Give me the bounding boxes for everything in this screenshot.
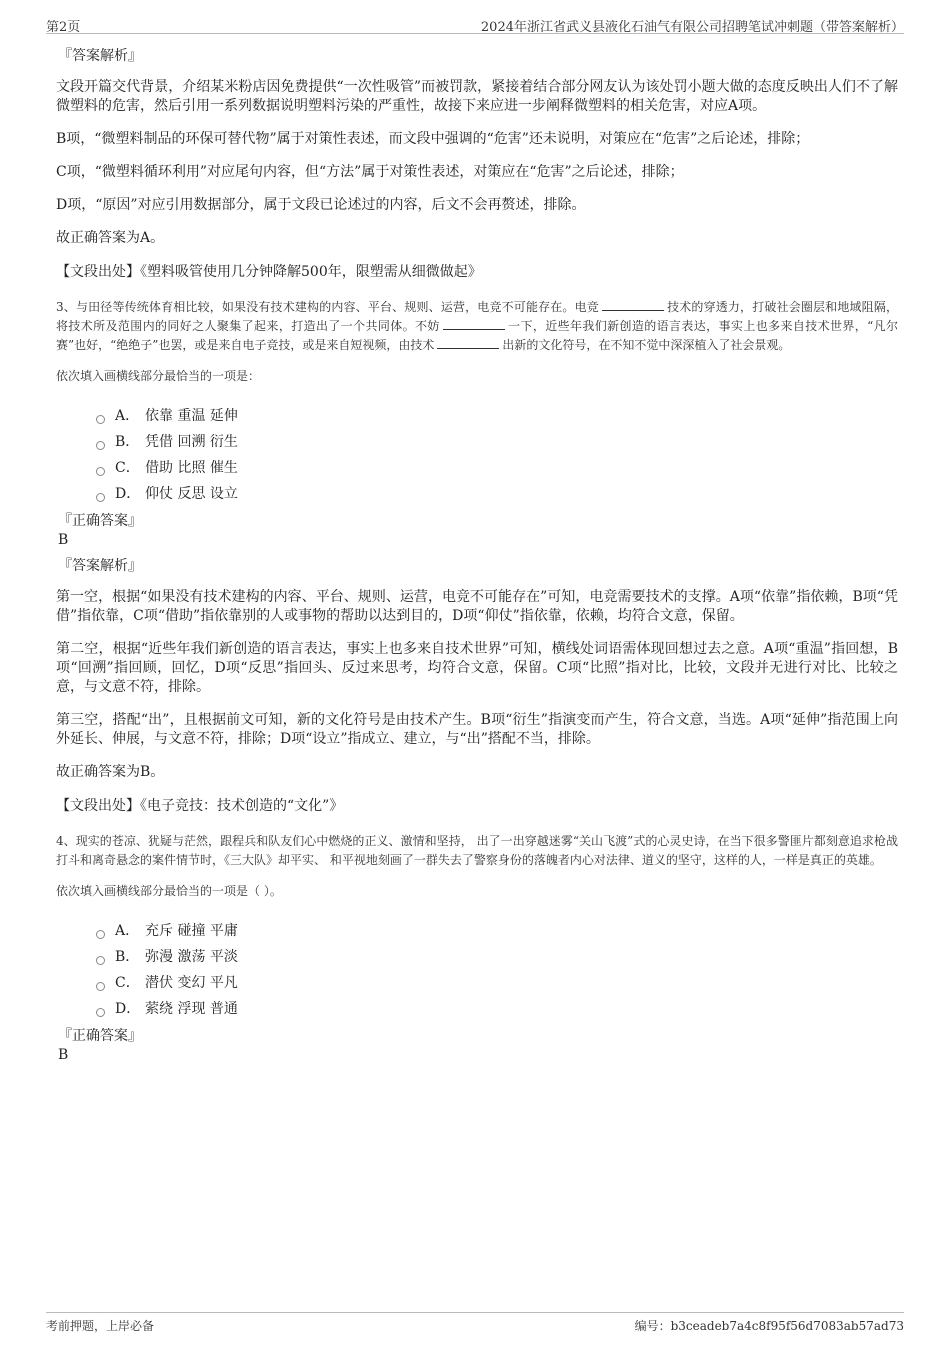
option-c[interactable] [96, 455, 898, 481]
radio-icon[interactable] [96, 415, 105, 424]
answer-conclusion: 故正确答案为A。 [56, 230, 165, 246]
correct-answer: B [58, 1047, 69, 1063]
question-text-part: 3、与田径等传统体育相比较，如果没有技术建构的内容、平台、规则、运营，电竞不可能存在。电竞 [56, 300, 599, 314]
analysis-paragraph: 第一空，根据“如果没有技术建构的内容、平台、规则、运营，电竞不可能存在”可知，电竞需要技术的支撑。A项“依靠”指依赖，B项“凭借”指依靠，C项“借助”指依靠别的人或事物的帮助以达到目的，D项“仰仗”指依靠，依赖，均符合文意，保留。 [56, 589, 898, 624]
option-a[interactable] [96, 403, 898, 429]
radio-icon[interactable] [96, 493, 105, 502]
option-letter: A． [115, 923, 140, 939]
analysis-paragraph: 第二空，根据“近些年我们新创造的语言表达，事实上也多来自技术世界”可知，横线处词语需体现回想过去之意。A项“重温”指回想，B项“回溯”指回顾，回忆，D项“反思”指回头、反过来思考，均符合文意，保留。C项“比照”指对比，比较，文段并无进行对比、比较之意，与文意不符，排除。 [56, 641, 898, 695]
page-header [46, 14, 904, 34]
question-prompt: 依次填入画横线部分最恰当的一项是（ ）。 [56, 884, 282, 898]
radio-icon[interactable] [96, 982, 105, 991]
footer-slogan: 考前押题，上岸必备 [46, 1319, 155, 1333]
fill-blank [437, 337, 499, 349]
option-text: 仰仗 反思 设立 [145, 486, 238, 502]
radio-icon[interactable] [96, 467, 105, 476]
option-letter: B． [115, 949, 140, 965]
analysis-paragraph: B项，“微塑料制品的环保可替代物”属于对策性表述，而文段中强调的“危害”还未说明，对策应在“危害”之后论述，排除； [56, 131, 810, 147]
question-3-text [56, 298, 898, 355]
option-b[interactable] [96, 429, 898, 455]
option-text: 依靠 重温 延伸 [145, 408, 238, 424]
question-prompt: 依次填入画横线部分最恰当的一项是： [56, 369, 261, 383]
option-letter: C． [115, 975, 140, 991]
passage-source: 【文段出处】《电子竞技：技术创造的“文化”》 [56, 798, 344, 814]
option-text: 凭借 回溯 衍生 [145, 434, 238, 450]
radio-icon[interactable] [96, 930, 105, 939]
correct-answer-label: 『正确答案』 [58, 513, 142, 529]
analysis-label: 『答案解析』 [58, 558, 142, 574]
option-text: 弥漫 激荡 平淡 [145, 949, 238, 965]
page-number: 第2页 [46, 20, 81, 35]
passage-source: 【文段出处】《塑料吸管使用几分钟降解500年，限塑需从细微做起》 [56, 264, 482, 280]
page-footer [46, 1312, 904, 1334]
question-text-part: 技术的穿透力，打破社会圈层和地域阻隔，将技术所及范围内的同好之人聚集了起来，打造出了一个共同体。不妨 [56, 300, 898, 333]
analysis-paragraph: C项，“微塑料循环利用”对应尾句内容，但“方法”属于对策性表述，对策应在“危害”之后论述，排除； [56, 164, 684, 180]
question-4-options [96, 918, 898, 1022]
document-id: 编号：b3ceadeb7a4c8f95f56d7083ab57ad73 [634, 1319, 904, 1333]
option-d[interactable] [96, 996, 898, 1022]
fill-blank [602, 299, 664, 311]
option-text: 充斥 碰撞 平庸 [145, 923, 238, 939]
correct-answer-label: 『正确答案』 [58, 1028, 142, 1044]
option-text: 借助 比照 催生 [145, 460, 238, 476]
radio-icon[interactable] [96, 956, 105, 965]
correct-answer: B [58, 532, 69, 548]
question-text-part: 一下，近些年我们新创造的语言表达，事实上也多来自技术世界，“凡尔赛”也好，“绝绝子”也罢，或是来自电子竞技，或是来自短视频，由技术 [56, 319, 898, 352]
fill-blank [443, 318, 505, 330]
option-a[interactable] [96, 918, 898, 944]
document-title: 2024年浙江省武义县液化石油气有限公司招聘笔试冲刺题（带答案解析） [480, 20, 904, 35]
option-letter: C． [115, 460, 140, 476]
option-d[interactable] [96, 481, 898, 507]
analysis-label: 『答案解析』 [58, 48, 142, 64]
analysis-paragraph: D项，“原因”对应引用数据部分，属于文段已论述过的内容，后文不会再赘述，排除。 [56, 197, 586, 213]
option-b[interactable] [96, 944, 898, 970]
option-text: 萦绕 浮现 普通 [145, 1001, 238, 1017]
question-4-text: 4、现实的苍凉、犹疑与茫然，跟程兵和队友们心中燃烧的正义、激情和坚持， 出了一出穿越迷雾“关山飞渡”式的心灵史诗，在当下很多警匪片都刻意追求枪战打斗和离奇悬念的案件情节时，《三大队》却平实、 和平视地刻画了一群失去了警察身份的落魄者内心对法律、道义的坚守，这样的人，一样是真正的英雄。 [56, 834, 898, 867]
option-text: 潜伏 变幻 平凡 [145, 975, 238, 991]
option-c[interactable] [96, 970, 898, 996]
radio-icon[interactable] [96, 1008, 105, 1017]
analysis-paragraph: 第三空，搭配“出”，且根据前文可知，新的文化符号是由技术产生。B项“衍生”指演变而产生，符合文意，当选。A项“延伸”指范围上向外延长、伸展，与文意不符，排除；D项“设立”指成立、建立，与“出”搭配不当，排除。 [56, 712, 898, 747]
answer-conclusion: 故正确答案为B。 [56, 764, 165, 780]
page-content [56, 46, 898, 1065]
option-letter: B． [115, 434, 140, 450]
question-text-part: 出新的文化符号，在不知不觉中深深植入了社会景观。 [502, 338, 791, 352]
analysis-paragraph: 文段开篇交代背景，介绍某米粉店因免费提供“一次性吸管”而被罚款，紧接着结合部分网友认为该处罚小题大做的态度反映出人们不了解微塑料的危害，然后引用一系列数据说明塑料污染的严重性，故接下来应进一步阐释微塑料的相关危害，对应A项。 [56, 79, 898, 114]
option-letter: A． [115, 408, 140, 424]
option-letter: D． [115, 1001, 141, 1017]
question-3-options [96, 403, 898, 507]
radio-icon[interactable] [96, 441, 105, 450]
option-letter: D． [115, 486, 141, 502]
